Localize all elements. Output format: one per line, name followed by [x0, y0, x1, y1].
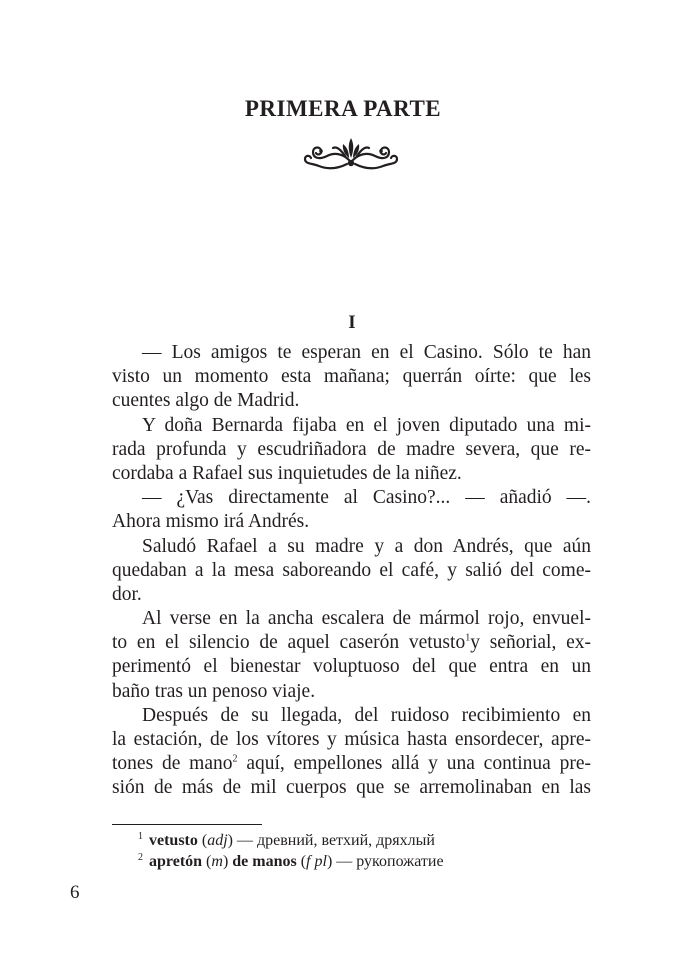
text-line: — ¿Vas directamente al Casino?... — añadió —.	[142, 487, 591, 509]
text-line: — Los amigos te esperan en el Casino. Sólo te han	[142, 342, 591, 363]
text-line: Después de su llegada, del ruidoso recibimiento en	[142, 704, 591, 726]
text-line: cuentes algo de Madrid.	[112, 390, 300, 412]
text-line: cordaba a Rafael sus inquietudes de la niñez.	[112, 462, 462, 484]
footnote-paren: )	[222, 853, 233, 870]
footnote	[138, 851, 444, 872]
text-line: baño tras un penoso viaje.	[112, 680, 316, 702]
footnote-translation: — древний, ветхий, дряхлый	[233, 832, 435, 849]
footnote-paren: (	[202, 853, 212, 870]
part-title: PRIMERA PARTE	[244, 96, 442, 121]
text-line: Ahora mismo irá Andrés.	[112, 511, 310, 533]
page-number: 6	[70, 882, 80, 903]
text-line: Al verse en la ancha escalera de mármol rojo, envuel-	[142, 608, 591, 630]
text-line: perimentó el bienestar voluptuoso del que entra en un	[112, 656, 591, 678]
footnote-word: vetusto	[149, 832, 198, 849]
footnote-number: 2	[138, 851, 143, 863]
text-line-with-footnote	[112, 752, 591, 776]
text-line: rada profunda y escudriñadora de madre severa, que re-	[112, 438, 591, 460]
text-line: quedaban a la mesa saboreando el café, y salió del come-	[112, 559, 591, 581]
chapter-text	[112, 341, 591, 801]
fleuron-ornament-icon	[299, 134, 403, 176]
text-fragment: aquí, empellones allá y una continua pre-	[237, 753, 592, 775]
footnote-separator	[112, 824, 262, 825]
text-line: dor.	[112, 583, 142, 605]
text-line-with-footnote	[112, 631, 591, 655]
footnotes	[138, 830, 444, 872]
footnote-paren: (	[296, 853, 307, 870]
footnote-translation: — рукопожатие	[332, 853, 444, 870]
footnote-grammar: m	[211, 853, 223, 870]
footnote-paren: )	[326, 853, 333, 870]
footnote	[138, 830, 444, 851]
text-line: sión de más de mil cuerpos que se arremolinaban en las	[112, 777, 591, 799]
footnote-mark: 1	[465, 632, 471, 644]
chapter-number: I	[348, 312, 356, 333]
text-line: Y doña Bernarda fijaba en el joven diputado una mi-	[142, 414, 591, 436]
footnote-paren: )	[227, 832, 233, 849]
footnote-number: 1	[138, 830, 143, 842]
footnote-mark: 2	[232, 753, 238, 765]
text-line: visto un momento esta mañana; querrán oírte: que les	[112, 366, 591, 388]
text-line: la estación, de los vítores y música hasta ensordecer, apre-	[112, 729, 591, 750]
footnote-word: de manos	[232, 853, 297, 870]
footnote-grammar: adj	[207, 832, 228, 849]
text-line: Saludó Rafael a su madre y a don Andrés, que aún	[142, 535, 591, 557]
footnote-paren: (	[197, 832, 208, 849]
text-fragment: tones de mano	[112, 753, 233, 775]
footnote-grammar: f pl	[306, 853, 327, 870]
footnote-word: apretón	[149, 853, 203, 870]
text-fragment: to en el silencio de aquel caserón vetusto	[112, 632, 466, 654]
text-fragment: y señorial, ex-	[470, 632, 591, 654]
